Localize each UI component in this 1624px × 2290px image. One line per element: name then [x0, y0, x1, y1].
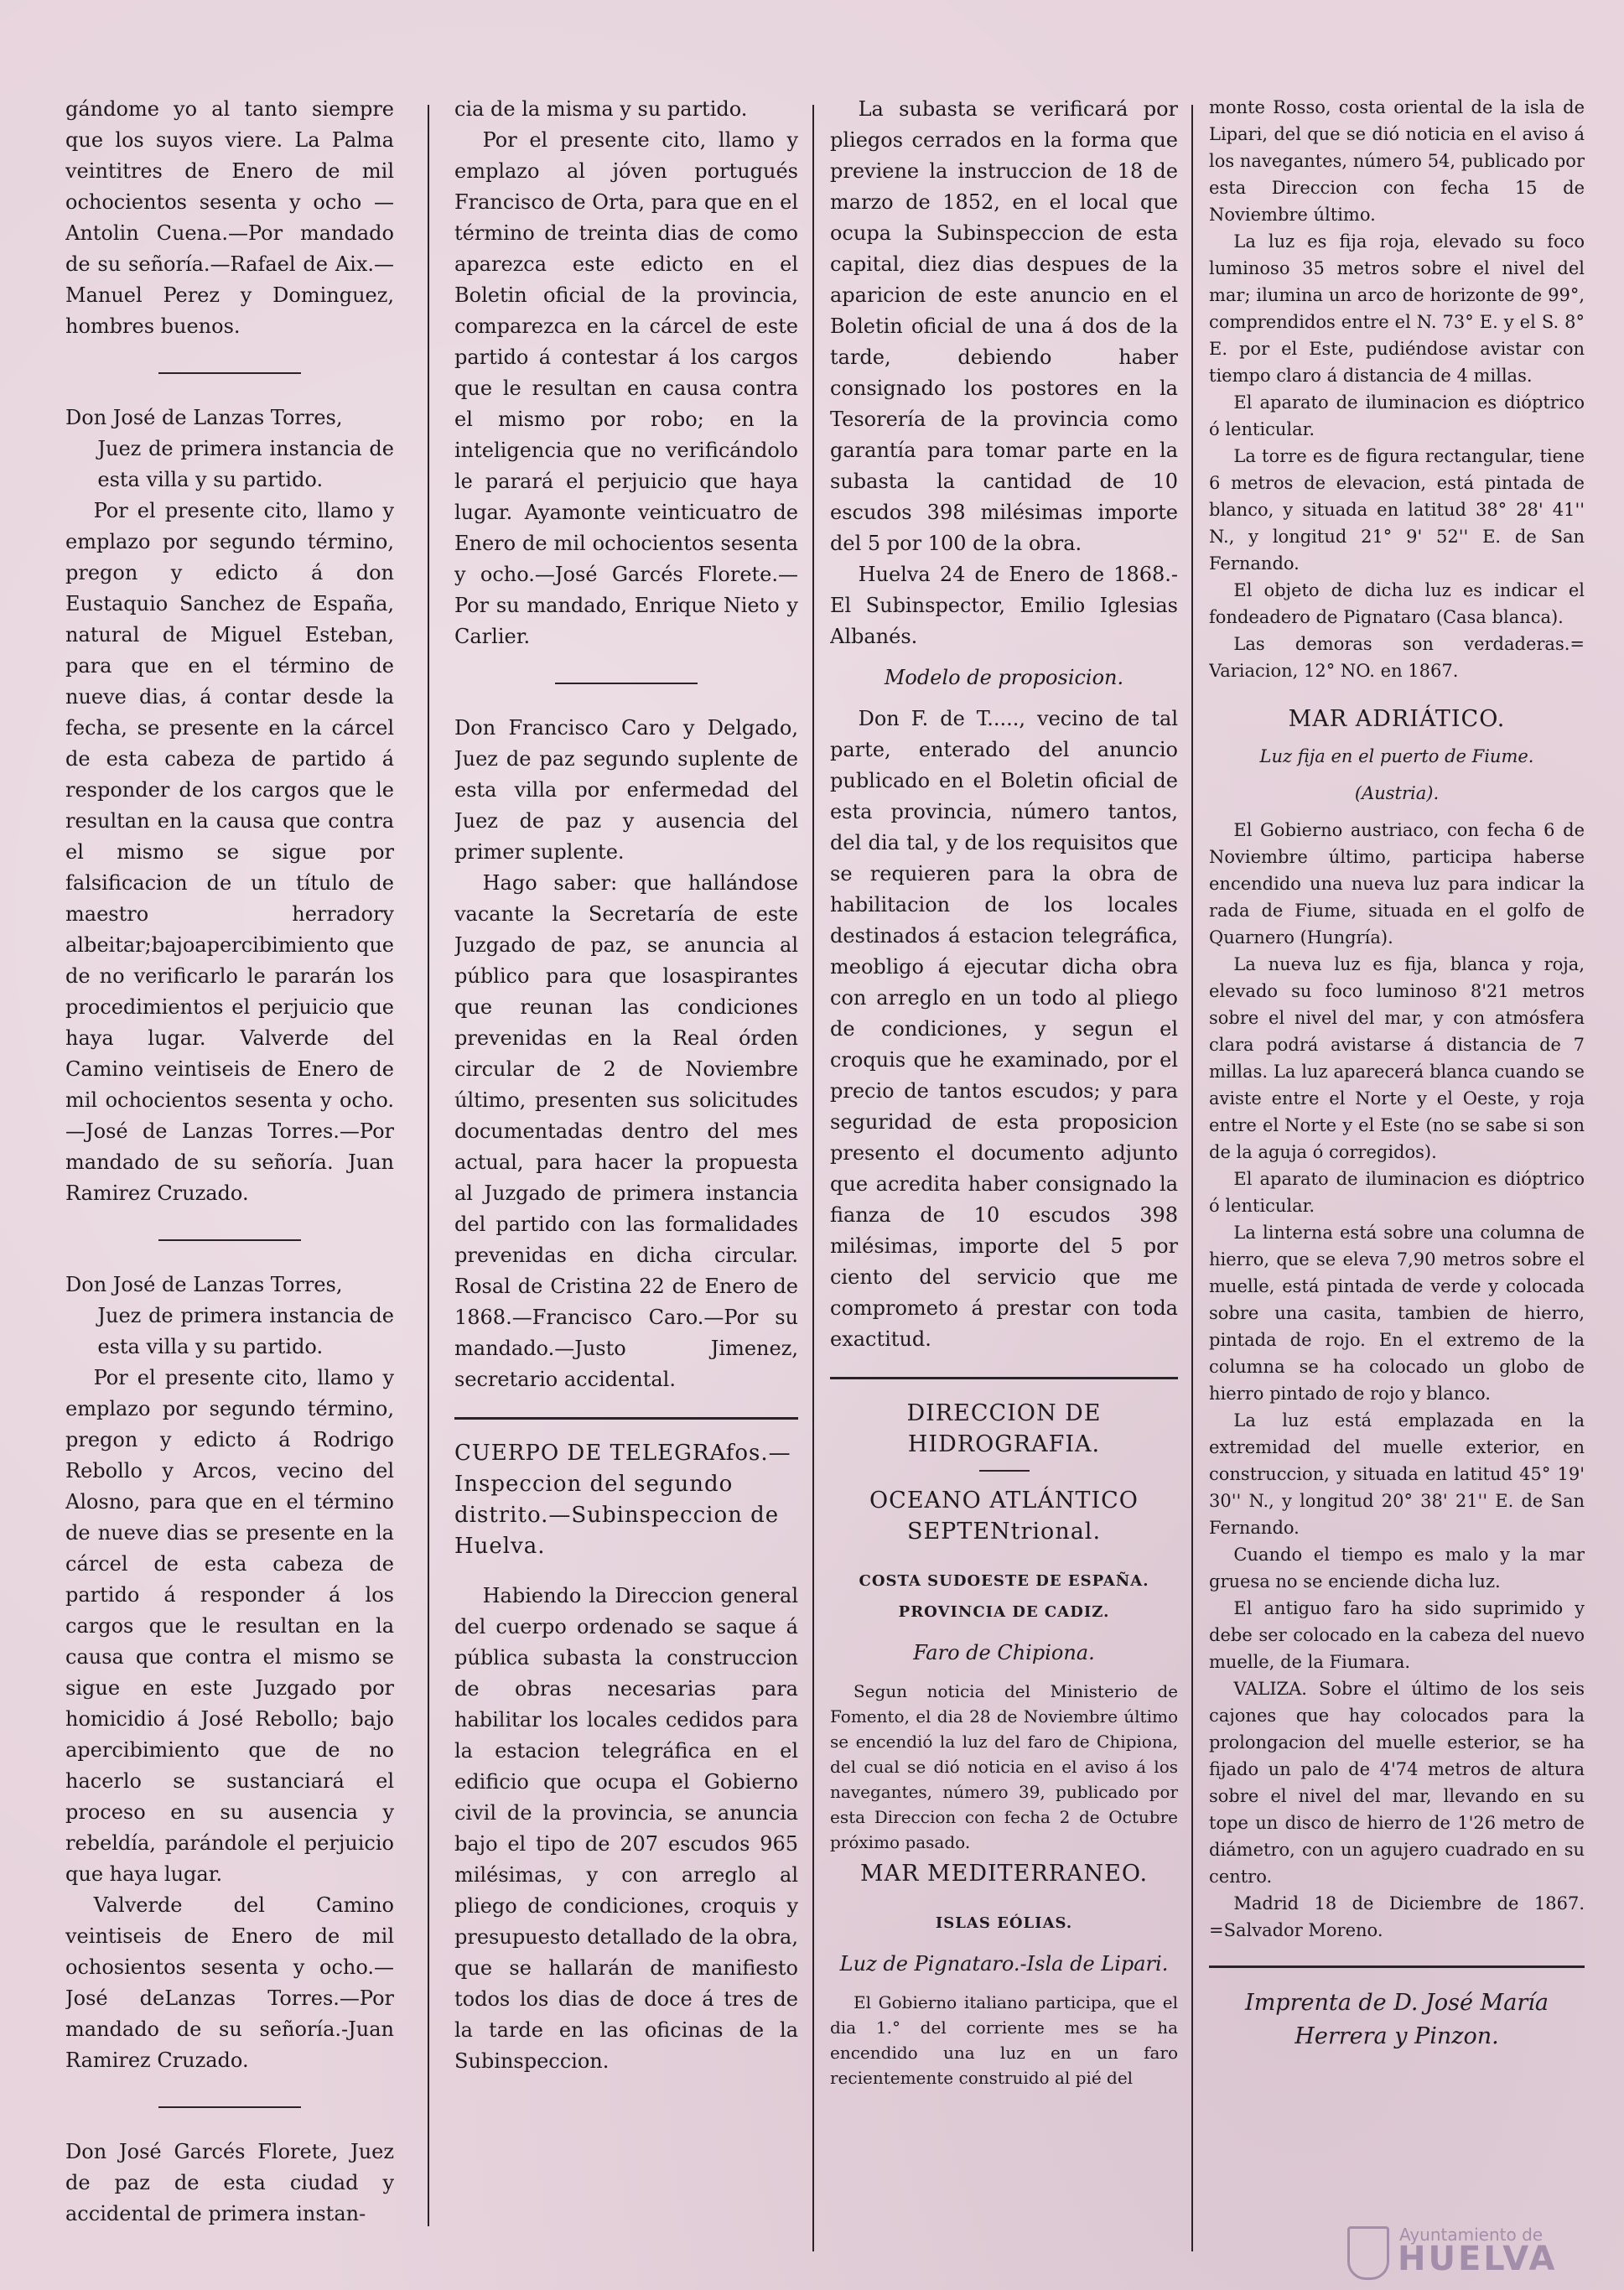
- separator-rule: [158, 1239, 301, 1241]
- paragraph: La nueva luz es fija, blanca y roja, elevado su foco luminoso 8'21 metros sobre el nivel del mar, y con atmósfera clara podrá avistarse á distancia de 7 millas. La luz aparecerá blanca cuando se aviste entre el Norte y el Oeste, y roja entre el Norte y el Este (no se sabe si son de la aguja ó corregidos).: [1209, 954, 1585, 1162]
- section-heading: MAR MEDITERRANEO.: [859, 1861, 1149, 1887]
- column-rule: [428, 105, 429, 2226]
- column-4: [1209, 94, 1585, 2256]
- paragraph: Por el presente cito, llamo y emplazo al jóven portugués Francisco de Orta, para que en el término de treinta dias de como aparezca este edicto en el Boletin oficial de la provincia, comparezca en la cárcel de este partido á contestar á los cargos que le resultan en causa contra el mismo por robo; en la inteligencia que no verificándolo le parará el perjuicio que haya lugar. Ayamonte veinticuatro de Enero de mil ochocientos sesenta y ocho.—José Garcés Florete.—Por su mandado, Enrique Nieto y Carlier.: [454, 128, 798, 648]
- section-heading: OCEANO ATLÁNTICO SEPTENtrional.: [869, 1488, 1139, 1545]
- paragraph: Cuando el tiempo es malo y la mar gruesa no se enciende dicha luz.: [1209, 1545, 1585, 1592]
- edict-official-title: Juez de primera instancia de esta villa y su partido.: [97, 437, 394, 491]
- edict-heading: Don José de Lanzas Torres,: [65, 406, 343, 429]
- paragraph: Segun noticia del Ministerio de Fomento, el dia 28 de Noviembre último se encendió la luz del faro de Chipiona, del cual se dió noticia en el aviso á los navegantes, número 39, publicado por esta Direccion con fecha 2 de Octubre próximo pasado.: [830, 1681, 1178, 1852]
- subsection-heading: ISLAS EÓLIAS.: [935, 1914, 1073, 1932]
- paragraph: Don Francisco Caro y Delgado, Juez de paz segundo suplente de esta villa por enfermedad del Juez de paz y ausencia del primer suplente.: [454, 716, 798, 864]
- italic-caption: Modelo de proposicion.: [884, 666, 1124, 689]
- paragraph: La subasta se verificará por pliegos cerrados en la forma que previene la instruccion de 18 de marzo de 1852, en el local que ocupa la Subinspeccion de esta capital, diez dias despues de la aparicion de este anuncio en el Boletin oficial de una á dos de la tarde, debiendo haber consignado los postores en la Tesorería de la provincia como garantía para tomar parte en la subasta la cantidad de 10 escudos 398 milésimas importe del 5 por 100 de la obra.: [830, 97, 1178, 555]
- paragraph: El aparato de iluminacion es dióptrico ó lenticular.: [1209, 392, 1585, 439]
- spacer: [1209, 684, 1585, 703]
- column-rule: [812, 105, 814, 2251]
- separator-rule: [158, 2106, 301, 2108]
- paragraph: Huelva 24 de Enero de 1868.-El Subinspector, Emilio Iglesias Albanés.: [830, 563, 1178, 648]
- spacer: [454, 1562, 798, 1581]
- paragraph: VALIZA. Sobre el último de los seis cajones que hay colocados para la prolongacion del muelle esterior, se ha fijado un palo de 4'74 metros de altura sobre el nivel del mar, llevando en su tope un disco de hierro de 1'26 metro de diámetro, con un agujero cuadrado en su centro.: [1209, 1679, 1585, 1887]
- edict-heading: Don José de Lanzas Torres,: [65, 1273, 343, 1296]
- paragraph: El objeto de dicha luz es indicar el fondeadero de Pignataro (Casa blanca).: [1209, 580, 1585, 627]
- coat-of-arms-icon: [1347, 2226, 1389, 2280]
- paragraph: La linterna está sobre una columna de hierro, que se eleva 7,90 metros sobre el muelle, está pintada de verde y colocada sobre una casita, tambien de hierro, pintada de rojo. En el extremo de la columna se ha colocado un globo de hierro pintado de rojo y blanco.: [1209, 1223, 1585, 1404]
- italic-caption: Luz de Pignataro.-Isla de Lipari.: [839, 1952, 1169, 1976]
- paragraph: gándome yo al tanto siempre que los suyos viere. La Palma veintitres de Enero de mil ochocientos sesenta y ocho —Antolin Cuena.—Por mandado de su señoría.—Rafael de Aix.—Manuel Perez y Dominguez, hombres buenos.: [65, 97, 394, 338]
- paragraph: La torre es de figura rectangular, tiene 6 metros de elevacion, está pintada de blanco, y situada en latitud 38° 28' 41'' N., y longitud 21° 9' 52'' E. de San Fernando.: [1209, 446, 1585, 574]
- paragraph: El Gobierno austriaco, con fecha 6 de Noviembre último, participa haberse encendido una nueva luz para indicar la rada de Fiume, situada en el golfo de Quarnero (Hungría).: [1209, 820, 1585, 948]
- paragraph: La luz es fija roja, elevado su foco luminoso 35 metros sobre el nivel del mar; ilumina un arco de horizonte de 99°, comprendidos entre el N. 73° E. y el S. 8° E. por el Este, pudiéndose avistar con tiempo claro á distancia de 4 millas.: [1209, 231, 1585, 386]
- subsection-heading: COSTA SUDOESTE DE ESPAÑA. PROVINCIA DE CADIZ.: [859, 1572, 1149, 1621]
- paragraph: Madrid 18 de Diciembre de 1867. =Salvador Moreno.: [1209, 1893, 1585, 1940]
- paragraph: La luz está emplazada en la extremidad del muelle exterior, en construccion, y situada en latitud 45° 19' 30'' N., y longitud 20° 38' 21'' E. de San Fernando.: [1209, 1410, 1585, 1538]
- paragraph: cia de la misma y su partido.: [454, 97, 748, 121]
- paragraph: El aparato de iluminacion es dióptrico ó lenticular.: [1209, 1169, 1585, 1216]
- paragraph: Por el presente cito, llamo y emplazo por segundo término, pregon y edicto á don Eustaquio Sanchez de España, natural de Miguel Esteban, para que en el término de nueve dias, á contar desde la fecha, se presente en la cárcel de esta cabeza de partido á responder de los cargos que le resultan en la causa que contra el mismo se sigue por falsificacion de un título de maestro herradory albeitar;bajoapercibimiento que de no verificarlo le pararán los procedimientos el perjuicio que haya lugar. Valverde del Camino veintiseis de Enero de mil ochocientos sesenta y ocho.—José de Lanzas Torres.—Por mandado de su señoría. Juan Ramirez Cruzado.: [65, 499, 394, 1205]
- italic-caption: Faro de Chipiona.: [913, 1641, 1095, 1664]
- watermark-line-1: Ayuntamiento de: [1399, 2225, 1544, 2245]
- column-3: [830, 94, 1178, 2256]
- italic-caption: (Austria).: [1354, 783, 1440, 803]
- section-rule: [454, 1417, 798, 1420]
- column-2: [454, 94, 798, 2256]
- section-heading: MAR ADRIÁTICO.: [1288, 706, 1506, 732]
- paragraph: Habiendo la Direccion general del cuerpo ordenado se saque á pública subasta la construccion de obras necesarias para habilitar los locales cedidos para la estacion telegráfica en el edificio que ocupa el Gobierno civil de la provincia, se anuncia bajo el tipo de 207 escudos 965 milésimas, y con arreglo al pliego de condiciones, croquis y presupuesto detallado de la obra, que se hallarán de manifiesto todos los dias de doce á tres de la tarde en las oficinas de la Subinspeccion.: [454, 1584, 798, 2073]
- section-rule: [830, 1377, 1178, 1379]
- printer-imprint: Imprenta de D. José María Herrera y Pinzon.: [1245, 1990, 1549, 2049]
- column-rule: [1191, 105, 1193, 2251]
- paragraph: El antiguo faro ha sido suprimido y debe ser colocado en la cabeza del nuevo muelle, de la Fiumara.: [1209, 1598, 1585, 1672]
- separator-rule: [979, 1470, 1030, 1472]
- paragraph: El Gobierno italiano participa, que el dia 1.° del corriente mes se ha encendido una luz en un faro recientemente construido al pié del: [830, 1992, 1178, 2088]
- paragraph: Valverde del Camino veintiseis de Enero de mil ochosientos sesenta y ocho.—José deLanzas Torres.—Por mandado de su señoría.-Juan Ramirez Cruzado.: [65, 1893, 394, 2072]
- watermark-line-2: HUELVA: [1398, 2240, 1558, 2278]
- paragraph: monte Rosso, costa oriental de la isla de Lipari, del que se dió noticia en el aviso á los navegantes, número 54, publicado por esta Direccion con fecha 15 de Noviembre último.: [1209, 97, 1585, 225]
- separator-rule: [158, 372, 301, 374]
- edict-official-title: Juez de primera instancia de esta villa y su partido.: [97, 1304, 394, 1358]
- paragraph: Por el presente cito, llamo y emplazo por segundo término, pregon y edicto á Rodrigo Rebollo y Arcos, vecino del Alosno, para que en el término de nueve dias se presente en la cárcel de esta cabeza de partido á responder á los cargos que le resultan en la causa que contra el mismo se sigue en este Juzgado por homicidio á José Rebollo; bajo apercibimiento que de no hacerlo se sustanciará el proceso en su ausencia y rebeldía, parándole el perjuicio que haya lugar.: [65, 1366, 394, 1886]
- paragraph: Las demoras son verdaderas.= Variacion, 12° NO. en 1867.: [1209, 634, 1585, 681]
- spacer: [830, 1547, 1178, 1566]
- column-1: [65, 94, 394, 2256]
- spacer: [830, 1889, 1178, 1908]
- section-heading: CUERPO DE TELEGRAfos.—Inspeccion del segundo distrito.—Subinspeccion de Huelva.: [454, 1441, 791, 1559]
- paragraph: Hago saber: que hallándose vacante la Secretaría de este Juzgado de paz, se anuncia al público para que losaspirantes que reunan las condiciones prevenidas en la Real órden circular de 2 de Noviembre último, presenten sus solicitudes documentadas dentro del mes actual, para hacer la propuesta al Juzgado de primera instancia del partido con las formalidades prevenidas en dicha circular. Rosal de Cristina 22 de Enero de 1868.—Francisco Caro.—Por su mandado.—Justo Jimenez, secretario accidental.: [454, 871, 798, 1391]
- section-rule: [1209, 1965, 1585, 1968]
- archive-watermark: [1347, 2221, 1599, 2280]
- paragraph: Don F. de T....., vecino de tal parte, enterado del anuncio publicado en el Boletin oficial de esta provincia, número tantos, del dia tal, y de los requisitos que se requieren para la obra de habilitacion de los locales destinados á estacion telegráfica, meobligo á ejecutar dicha obra con arreglo en un todo al pliego de condiciones, y segun el croquis que he examinado, por el precio de tantos escudos; y para seguridad de esta proposicion presento el documento adjunto que acredita haber consignado la fianza de 10 escudos 398 milésimas, importe del 5 por ciento del servicio que me comprometo á prestar con toda exactitud.: [830, 707, 1178, 1351]
- paragraph: Don José Garcés Florete, Juez de paz de esta ciudad y accidental de primera instan-: [65, 2140, 394, 2225]
- italic-caption: Luz fija en el puerto de Fiume.: [1259, 746, 1534, 766]
- section-heading: DIRECCION DE HIDROGRAFIA.: [906, 1400, 1102, 1457]
- separator-rule: [555, 683, 698, 684]
